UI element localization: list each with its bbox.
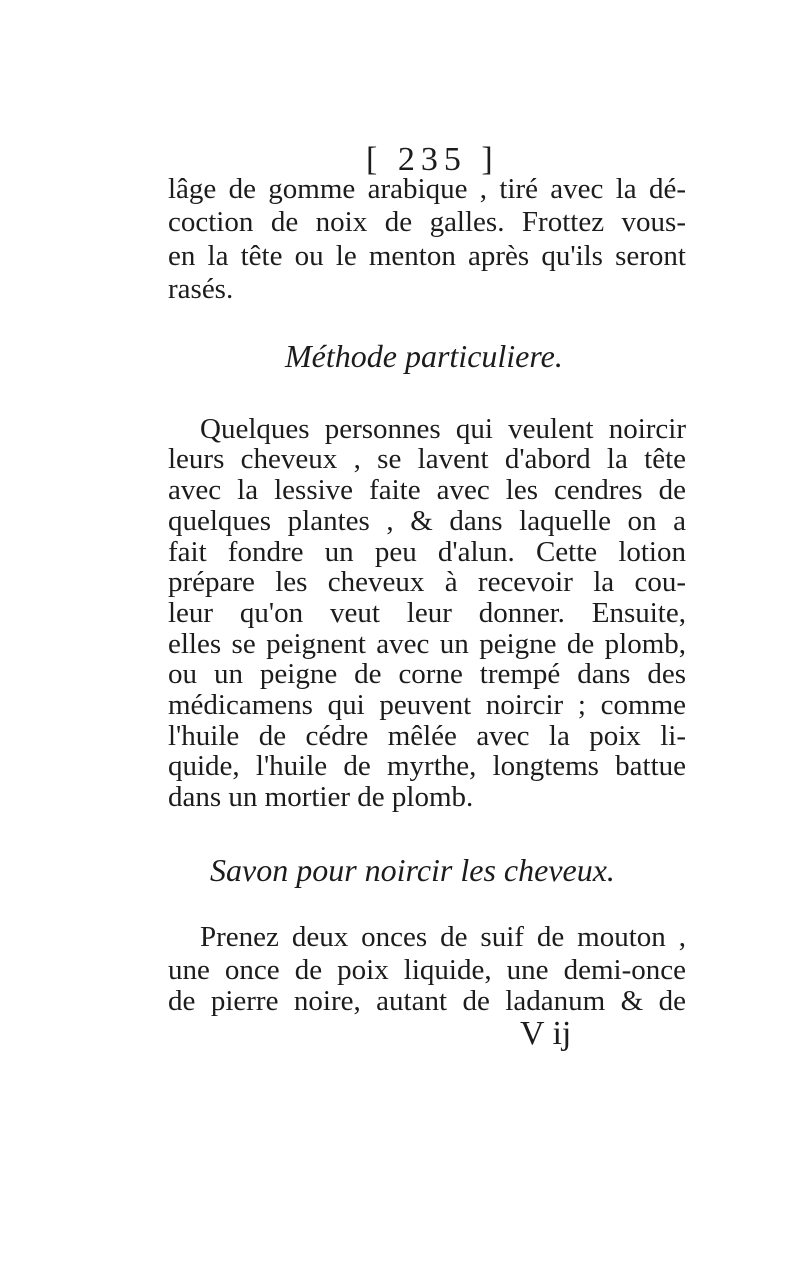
text-line: ou un peigne de corne trempé dans des [168, 658, 686, 690]
text-line: Quelques personnes qui veulent noircir [200, 413, 686, 445]
text-line: médicamens qui peuvent noircir ; comme [168, 689, 686, 721]
text-line: elles se peignent avec un peigne de plomb, [168, 628, 686, 660]
signature-mark: V ij [520, 1015, 572, 1052]
text-line: en la tête ou le menton après qu'ils seront [168, 240, 686, 272]
text-line: rasés. [168, 273, 234, 305]
text-line: prépare les cheveux à recevoir la cou- [168, 566, 686, 598]
section-heading: Savon pour noircir les cheveux. [210, 852, 615, 888]
text-line: une once de poix liquide, une demi-once [168, 954, 686, 986]
text-line: coction de noix de galles. Frottez vous- [168, 206, 686, 238]
text-line: l'huile de cédre mêlée avec la poix li- [168, 720, 686, 752]
text-line: quelques plantes , & dans laquelle on a [168, 505, 686, 537]
text-line: leurs cheveux , se lavent d'abord la tête [168, 443, 686, 475]
text-line: quide, l'huile de myrthe, longtems battue [168, 750, 686, 782]
text-line: leur qu'on veut leur donner. Ensuite, [168, 597, 686, 629]
text-line: lâge de gomme arabique , tiré avec la dé- [168, 173, 686, 205]
text-line: de pierre noire, autant de ladanum & de [168, 985, 686, 1017]
text-line: fait fondre un peu d'alun. Cette lotion [168, 536, 686, 568]
text-line: Prenez deux onces de suif de mouton , [200, 921, 686, 953]
text-line: avec la lessive faite avec les cendres de [168, 474, 686, 506]
section-heading: Méthode particuliere. [285, 338, 563, 374]
page-number: [ 235 ] [366, 141, 499, 178]
text-line: dans un mortier de plomb. [168, 781, 474, 813]
